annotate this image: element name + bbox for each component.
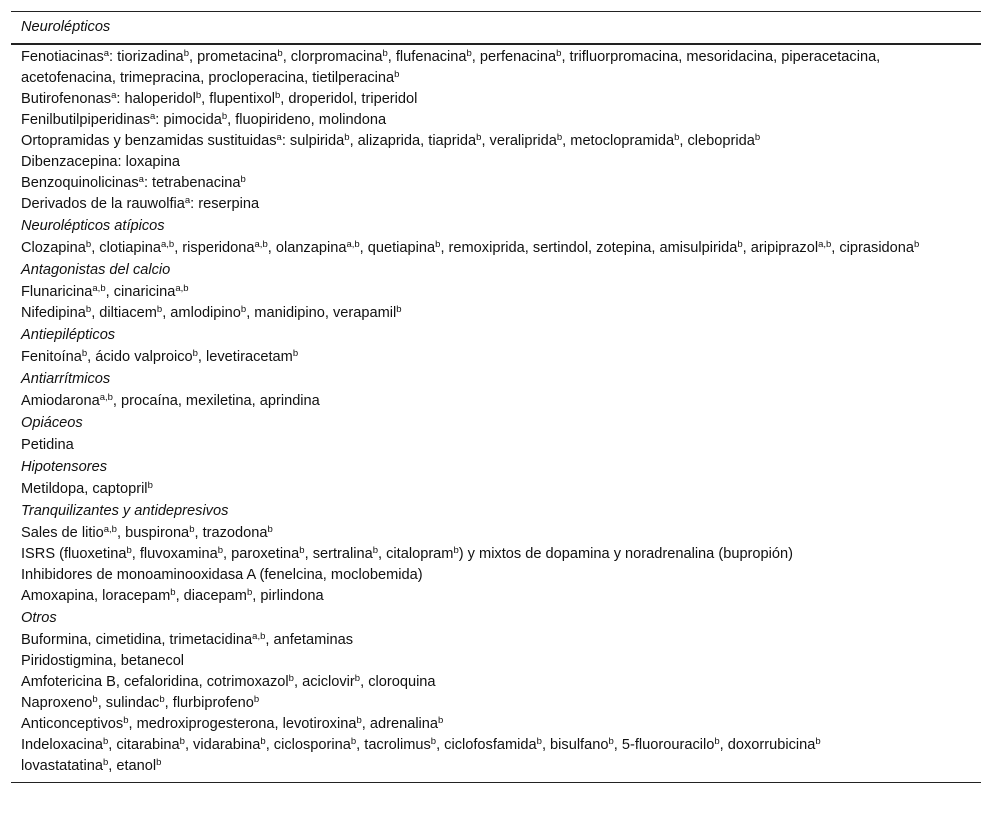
footnote-marker: b: [159, 694, 165, 705]
footnote-marker: b: [179, 736, 185, 747]
footnote-marker: b: [183, 48, 189, 59]
footnote-marker: b: [170, 587, 176, 598]
footnote-marker: b: [476, 132, 482, 143]
category-heading: Opiáceos: [21, 415, 83, 431]
footnote-marker: b: [102, 736, 109, 747]
footnote-marker: b: [240, 174, 246, 185]
table-body: [11, 45, 981, 782]
footnote-marker: b: [608, 736, 614, 747]
footnote-marker: b: [556, 48, 562, 59]
footnote-marker: a,b: [92, 283, 106, 294]
footnote-marker: b: [556, 132, 563, 143]
footnote-marker: b: [292, 348, 299, 359]
footnote-marker: b: [81, 348, 88, 359]
footnote-marker: b: [430, 736, 437, 747]
drug-list-row: Clozapina$^b$, clotiapina$^{a,b}$, risperidona$^{a,b}$, olanzapina$^{a,b}$, quetiapina$^b$, remoxiprida, sertindol, zotepina, amisulpirida$^b$, aripiprazol$^{a,b}$, ciprasidona$^b$: [21, 239, 920, 256]
footnote-marker: b: [156, 304, 163, 315]
footnote-marker: b: [85, 304, 92, 315]
footnote-marker: a,b: [254, 239, 268, 250]
footnote-marker: a: [111, 90, 117, 101]
footnote-marker: b: [156, 757, 162, 768]
footnote-marker: b: [195, 90, 202, 101]
footnote-marker: b: [396, 304, 402, 315]
category-heading: Neurolépticos atípicos: [21, 218, 165, 234]
category-heading: Antiepilépticos: [21, 327, 116, 343]
footnote-marker: a,b: [346, 239, 360, 250]
footnote-marker: b: [102, 757, 109, 768]
drug-list-row: lovastatatina$^b$, etanol$^b$: [21, 757, 162, 774]
drug-list-row: ISRS (fluoxetina$^b$, fluvoxamina$^b$, paroxetina$^b$, sertralina$^b$, citalopram$^b$) y mixtos de dopamina y noradrenalina (bupropión): [21, 545, 793, 562]
footnote-marker: b: [466, 48, 472, 59]
footnote-marker: b: [438, 715, 444, 726]
footnote-marker: b: [92, 694, 98, 705]
footnote-marker: b: [354, 673, 361, 684]
footnote-marker: b: [435, 239, 441, 250]
category-heading: Antiarrítmicos: [21, 371, 111, 387]
drug-list-row: Anticonceptivos$^b$, medroxiprogesterona, levotiroxina$^b$, adrenalina$^b$: [21, 715, 444, 732]
footnote-marker: a: [150, 111, 156, 122]
footnote-marker: b: [754, 132, 761, 143]
footnote-marker: b: [189, 524, 195, 535]
drug-list-row: Flunaricina$^{a,b}$, cinaricina$^{a,b}$: [21, 283, 189, 300]
drug-list-row: Benzoquinolicinas$^a$: tetrabenacina$^b$: [21, 174, 246, 191]
footnote-marker: b: [267, 524, 273, 535]
drug-list-row: Naproxeno$^b$, sulindac$^b$, flurbiprofeno$^b$: [21, 694, 260, 711]
footnote-marker: b: [277, 48, 283, 59]
footnote-marker: b: [674, 132, 680, 143]
drug-list-row: Fenitoína$^b$, ácido valproico$^b$, levetiracetam$^b$: [21, 348, 299, 365]
footnote-marker: b: [453, 545, 459, 556]
drug-list-row: Buformina, cimetidina, trimetacidina$^{a,b}$, anfetaminas: [21, 631, 354, 648]
footnote-marker: b: [299, 545, 305, 556]
footnote-marker: a: [184, 195, 191, 206]
footnote-marker: a,b: [103, 524, 117, 535]
footnote-marker: a: [103, 48, 110, 59]
footnote-marker: b: [85, 239, 92, 250]
drug-list-row: Sales de litio$^{a,b}$, buspirona$^b$, trazodona$^b$: [21, 524, 273, 541]
footnote-marker: b: [372, 545, 379, 556]
footnote-marker: b: [240, 304, 247, 315]
footnote-marker: b: [288, 673, 294, 684]
drug-list-row: Derivados de la rauwolfia$^a$: reserpina: [21, 195, 260, 212]
category-heading: Otros: [21, 610, 57, 626]
drug-list-row: Amfotericina B, cefaloridina, cotrimoxazol$^b$, aciclovir$^b$, cloroquina: [21, 673, 436, 690]
footnote-marker: b: [382, 48, 388, 59]
drug-list-row: Butirofenonas$^a$: haloperidol$^b$, flupentixol$^b$, droperidol, triperidol: [21, 90, 418, 107]
footnote-marker: b: [275, 90, 281, 101]
footnote-marker: b: [217, 545, 224, 556]
footnote-marker: b: [253, 694, 260, 705]
footnote-marker: b: [221, 111, 228, 122]
drug-list-row: Indeloxacina$^b$, citarabina$^b$, vidarabina$^b$, ciclosporina$^b$, tacrolimus$^b$, ciclofosfamida$^b$, bisulfano$^b$, 5-fluorouracilo$^b$, doxorrubicina$^b$: [21, 736, 821, 753]
category-heading: Antagonistas del calcio: [21, 262, 171, 278]
footnote-marker: a,b: [160, 239, 175, 250]
footnote-marker: b: [394, 69, 400, 80]
drug-list-row: Inhibidores de monoaminooxidasa A (fenelcina, moclobemida): [21, 567, 423, 583]
footnote-marker: b: [737, 239, 743, 250]
footnote-marker: b: [147, 480, 153, 491]
footnote-marker: a,b: [175, 283, 189, 294]
footnote-marker: b: [714, 736, 720, 747]
drug-list-row: Nifedipina$^b$, diltiacem$^b$, amlodipino$^b$, manidipino, verapamil$^b$: [21, 304, 402, 321]
footnote-marker: a: [138, 174, 144, 185]
footnote-marker: b: [815, 736, 821, 747]
footnote-marker: b: [536, 736, 542, 747]
category-heading: Tranquilizantes y antidepresivos: [21, 503, 229, 519]
footnote-marker: a,b: [99, 392, 113, 403]
footnote-marker: b: [344, 132, 350, 143]
footnote-marker: a,b: [252, 631, 266, 642]
footnote-marker: b: [356, 715, 362, 726]
category-heading: Hipotensores: [21, 459, 107, 475]
drug-list-row: Petidina: [21, 437, 74, 453]
footnote-marker: b: [350, 736, 357, 747]
footnote-marker: b: [246, 587, 253, 598]
drug-list-row: Ortopramidas y benzamidas sustituidas$^a$: sulpirida$^b$, alizaprida, tiaprida$^b$, veraliprida$^b$, metoclopramida$^b$, cleboprida$^b$: [21, 132, 761, 149]
footnote-marker: a,b: [818, 239, 832, 250]
drug-list-row: Fenotiacinas$^a$: tiorizadina$^b$, prometacina$^b$, clorpromacina$^b$, flufenacina$^b$, perfenacina$^b$, trifluorpromacina, mesoridacina, piperacetacina, acetofenacina, trimepracina, procloperacina, tietilperacina$^b$: [21, 48, 881, 86]
drug-list-row: Fenilbutilpiperidinas$^a$: pimocida$^b$, fluopirideno, molindona: [21, 111, 387, 128]
footnote-marker: a: [276, 132, 282, 143]
footnote-marker: b: [123, 715, 129, 726]
drug-list-row: Dibenzacepina: loxapina: [21, 154, 181, 170]
drug-table: [11, 11, 981, 783]
drug-list-row: Metildopa, captopril$^b$: [21, 480, 153, 497]
footnote-marker: b: [126, 545, 132, 556]
footnote-marker: b: [914, 239, 920, 250]
footnote-marker: b: [192, 348, 198, 359]
drug-list-row: Amoxapina, loracepam$^b$, diacepam$^b$, pirlindona: [21, 587, 324, 604]
drug-list-row: Piridostigmina, betanecol: [21, 653, 185, 669]
drug-list-row: Amiodarona$^{a,b}$, procaína, mexiletina, aprindina: [21, 392, 320, 409]
table-header: Neurolépticos: [11, 12, 981, 45]
footnote-marker: b: [260, 736, 266, 747]
